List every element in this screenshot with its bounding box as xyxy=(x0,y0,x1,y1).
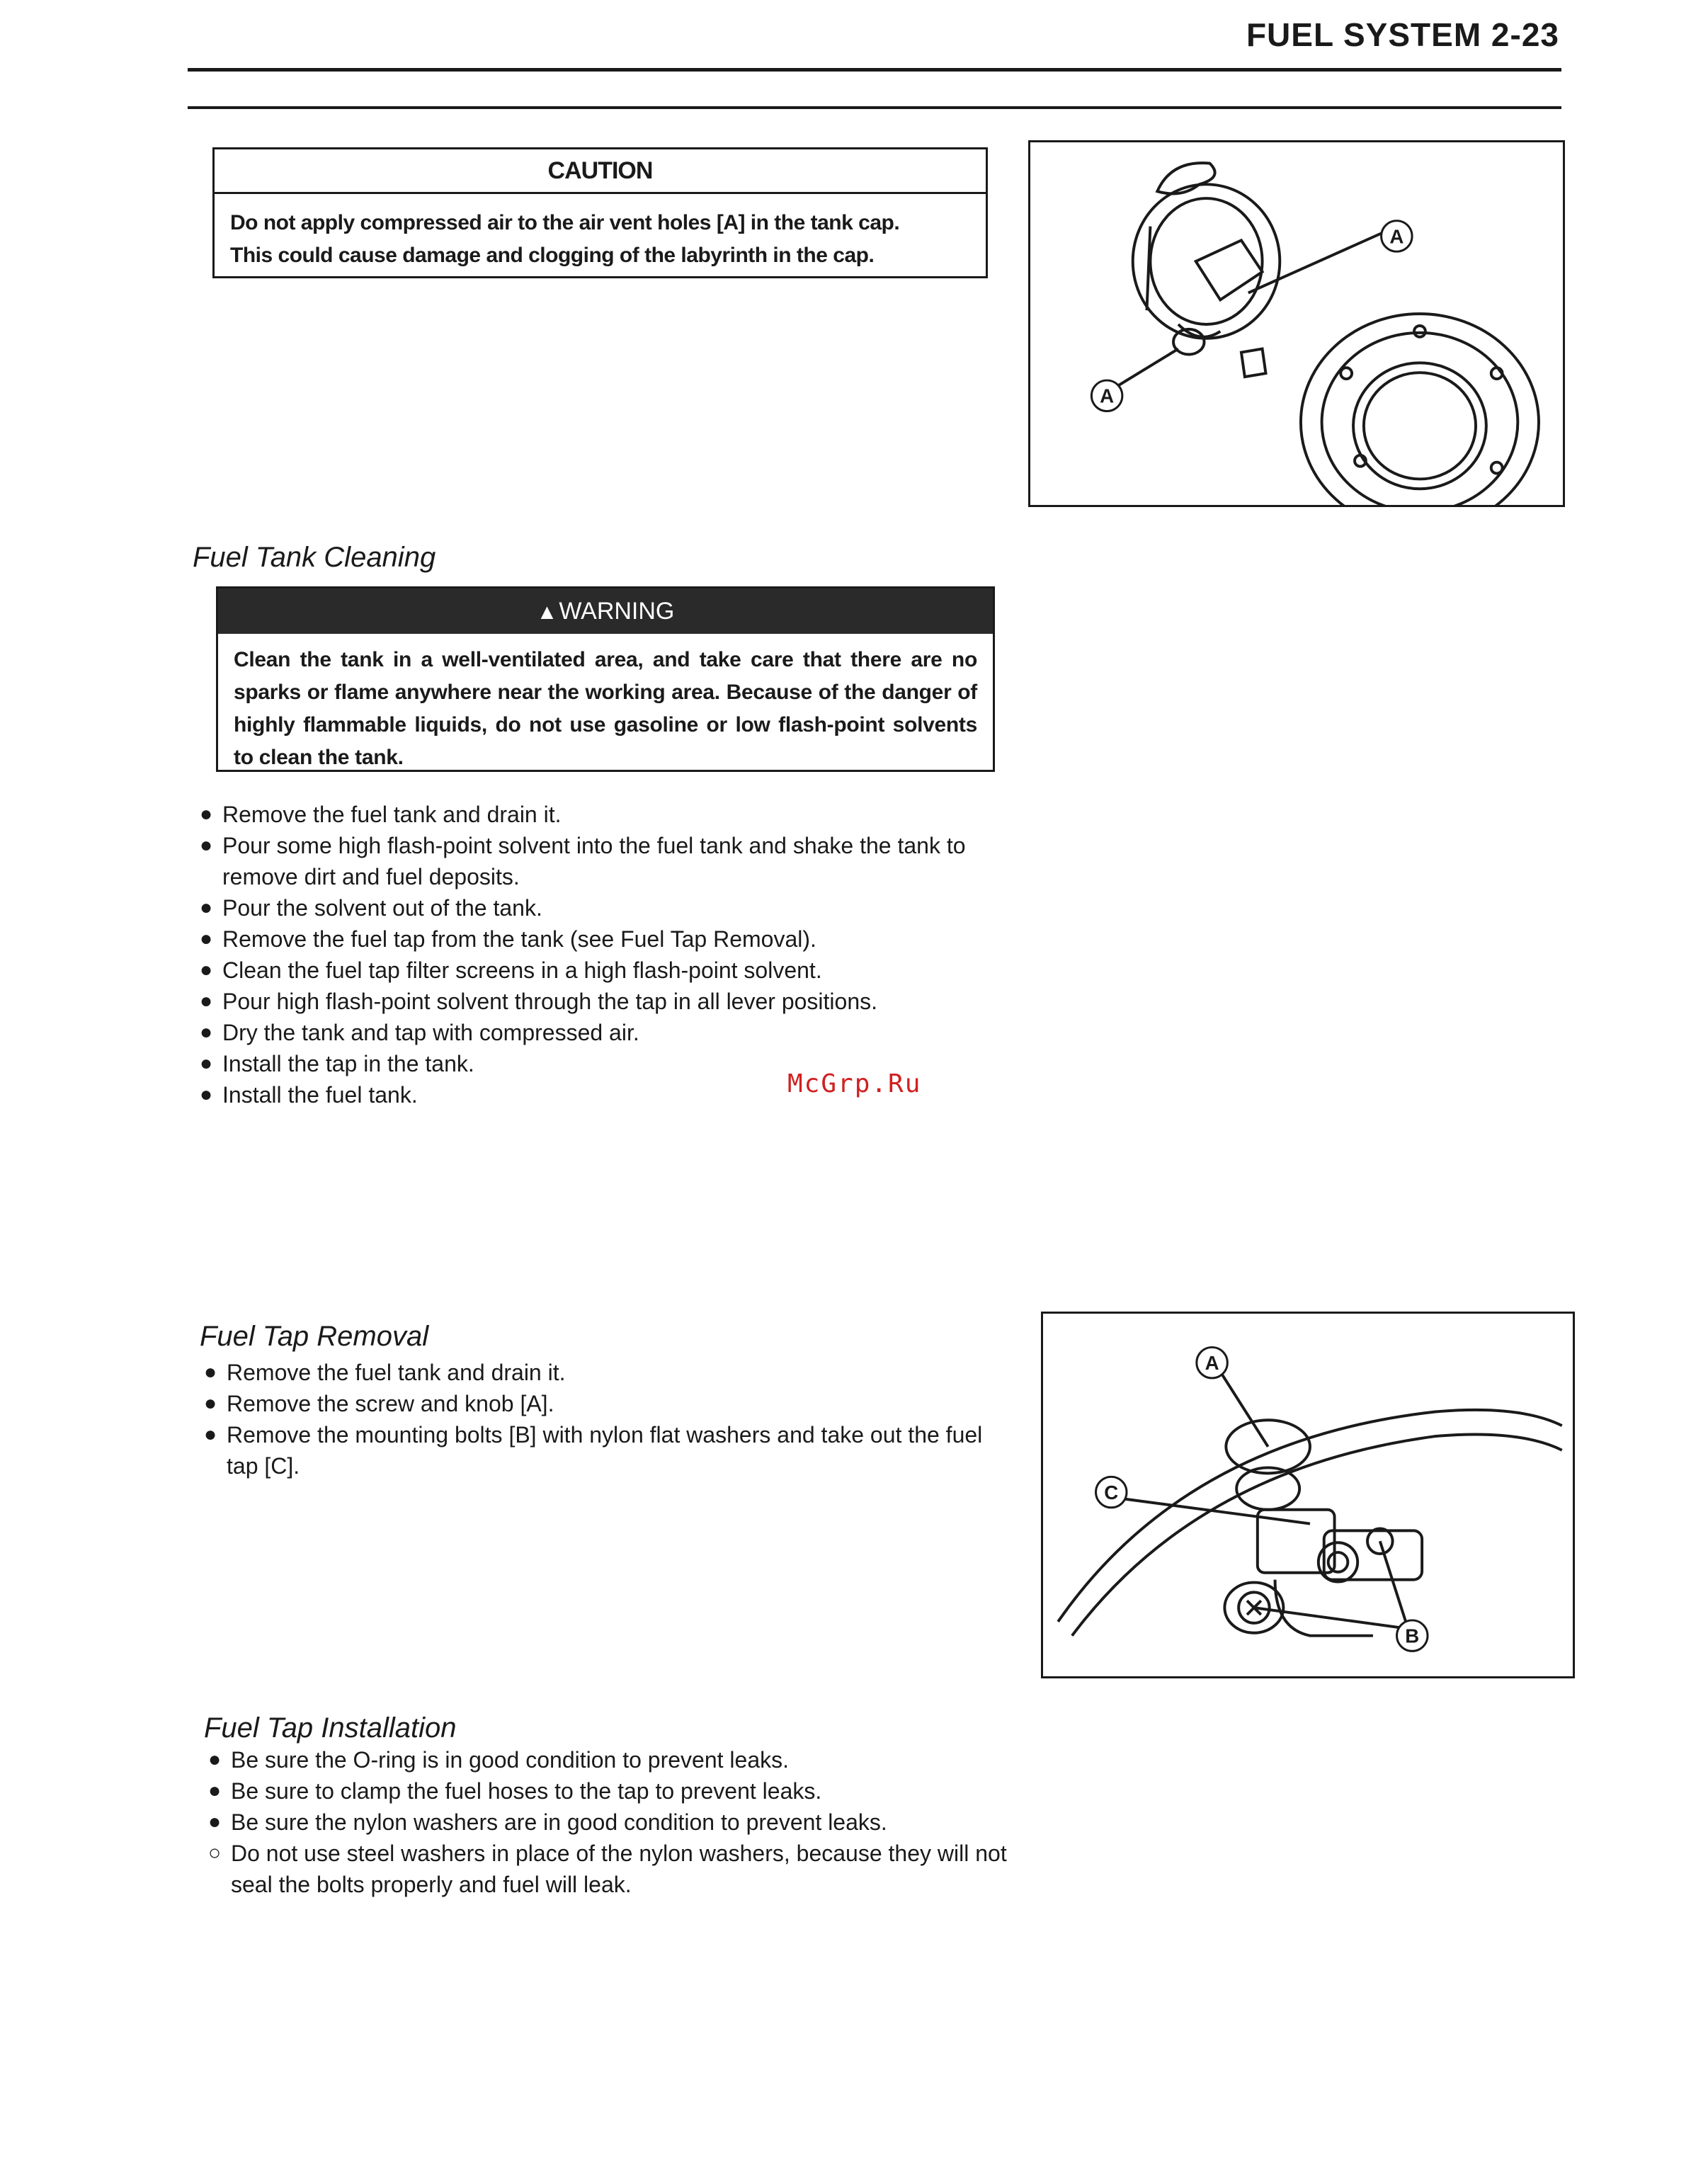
figure2-label-a: A xyxy=(1205,1352,1219,1375)
warning-triangle-icon: ▲ xyxy=(536,601,558,624)
header-rule-secondary xyxy=(188,106,1561,109)
figure2-label-b: B xyxy=(1405,1625,1420,1647)
figure1-label-a-2: A xyxy=(1100,385,1115,407)
warning-title xyxy=(218,589,993,634)
list-item: ○ Do not use steel washers in place of the nylon washers, because they will not seal the bolts properly and fuel will leak. xyxy=(208,1841,1007,1897)
list-item: ● Pour the solvent out of the tank. xyxy=(200,895,542,921)
heading-fuel-tap-installation: Fuel Tap Installation xyxy=(204,1712,457,1744)
header-rule xyxy=(188,68,1561,72)
caution-title: CAUTION xyxy=(215,149,986,194)
figure2-label-c: C xyxy=(1104,1481,1119,1503)
list-item: ● Be sure the nylon washers are in good condition to prevent leaks. xyxy=(208,1809,887,1835)
figure1-label-a-1: A xyxy=(1389,225,1404,248)
list-item: ● Remove the mounting bolts [B] with nylon flat washers and take out the fuel tap [C]. xyxy=(204,1422,983,1479)
caution-line-1: Do not apply compressed air to the air vent holes [A] in the tank cap. xyxy=(230,211,900,234)
warning-body: Clean the tank in a well-ventilated area, and take care that there are no sparks or flame anywhere near the working area. Because of the danger of highly flammable liquids, do not use gasoline or low flash-point solvents to clean the tank. xyxy=(234,648,977,769)
tank-cap-illustration xyxy=(1030,142,1563,505)
warning-box xyxy=(216,586,995,772)
watermark: McGrp.Ru xyxy=(787,1069,922,1098)
caution-body xyxy=(215,194,986,272)
fuel-tap-installation-steps xyxy=(208,1744,1015,1900)
list-item: ● Install the fuel tank. xyxy=(200,1082,418,1108)
list-item: ● Dry the tank and tap with compressed air. xyxy=(200,1020,639,1045)
heading-fuel-tank-cleaning: Fuel Tank Cleaning xyxy=(193,542,436,573)
fuel-tap-illustration xyxy=(1043,1314,1573,1676)
list-item: ● Be sure the O-ring is in good condition to prevent leaks. xyxy=(208,1747,789,1773)
list-item: ● Install the tap in the tank. xyxy=(200,1051,474,1076)
list-item: ● Pour high flash-point solvent through the tap in all lever positions. xyxy=(200,989,877,1014)
figure-fuel-tap xyxy=(1041,1312,1575,1678)
fuel-tap-removal-steps xyxy=(204,1357,1011,1482)
caution-line-2: This could cause damage and clogging of the labyrinth in the cap. xyxy=(230,244,875,267)
warning-title-text: WARNING xyxy=(559,598,675,625)
list-item: ● Be sure to clamp the fuel hoses to the tap to prevent leaks. xyxy=(208,1778,822,1804)
list-item: ● Clean the fuel tap filter screens in a high flash-point solvent. xyxy=(200,957,822,983)
list-item: ● Remove the screw and knob [A]. xyxy=(204,1391,554,1416)
list-item: ● Pour some high flash-point solvent into the fuel tank and shake the tank to remove dirt and fuel deposits. xyxy=(200,833,966,889)
figure-tank-cap xyxy=(1028,140,1565,507)
page-header-title: FUEL SYSTEM 2-23 xyxy=(1246,16,1559,53)
list-item: ● Remove the fuel tank and drain it. xyxy=(200,802,562,827)
heading-fuel-tap-removal: Fuel Tap Removal xyxy=(200,1321,429,1352)
fuel-tank-cleaning-steps xyxy=(200,799,1007,1110)
list-item: ● Remove the fuel tap from the tank (see Fuel Tap Removal). xyxy=(200,926,816,952)
caution-box xyxy=(212,147,988,278)
list-item: ● Remove the fuel tank and drain it. xyxy=(204,1360,566,1385)
